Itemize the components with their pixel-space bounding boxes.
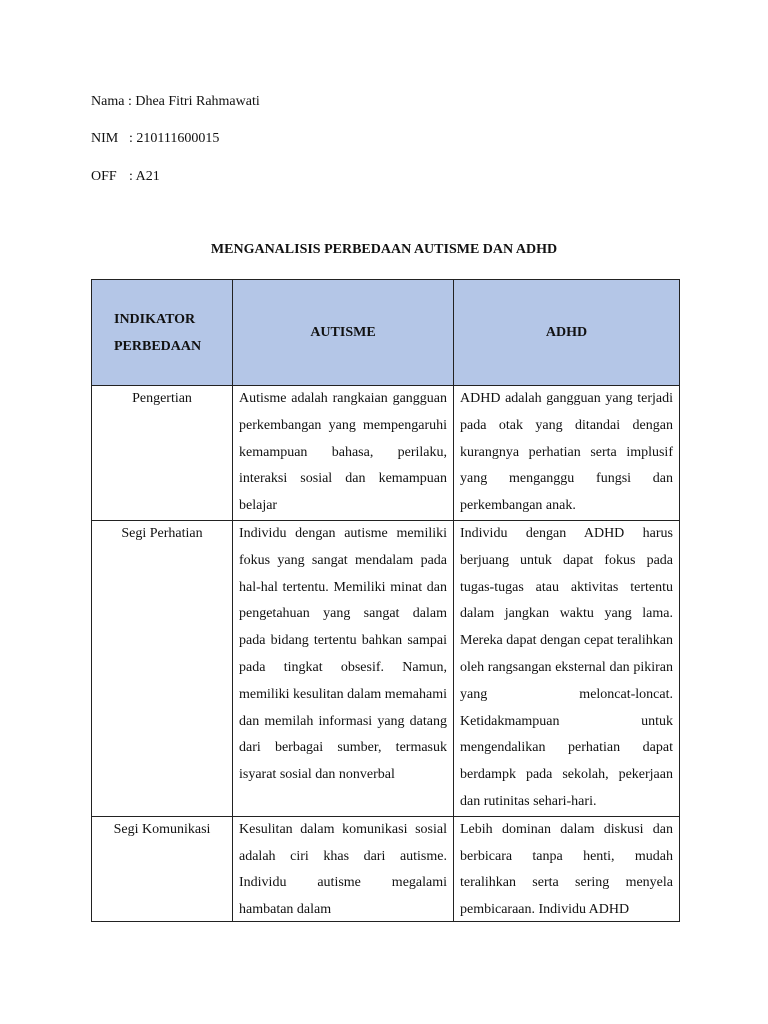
indicator-cell: Segi Komunikasi [92,816,233,921]
table-header-row [92,280,680,386]
comparison-table [91,279,680,922]
nim-label: NIM [91,131,119,146]
autisme-cell [233,816,454,921]
name-label: Nama [91,94,125,109]
student-name-line: Nama : Dhea Fitri Rahmawati [91,94,260,109]
nim-value: 210111600015 [136,131,220,146]
table-row [92,520,680,816]
name-value: Dhea Fitri Rahmawati [135,94,260,109]
header-autisme: AUTISME [233,280,454,386]
adhd-cell: Individu dengan ADHD harus berjuang untuk dapat fokus pada tugas-tugas atau aktivitas tertentu dalam jangkan waktu yang lama. Mereka dapat dengan cepat teralihkan oleh rangsangan eksternal dan pikiran yang meloncat-loncat. Ketidakmampuan untuk mengendalikan perhatian dapat berdampk pada sekolah, pekerjaan dan rutinitas sehari-hari. [454,520,680,816]
off-value: A21 [135,169,160,184]
header-indikator: INDIKATOR PERBEDAAN [92,280,233,386]
adhd-cell: ADHD adalah gangguan yang terjadi pada otak yang ditandai dengan kurangnya perhatian serta implusif yang menganggu fungsi dan perkembangan anak. [454,386,680,521]
table-row [92,816,680,921]
table-row [92,386,680,521]
indicator-cell: Segi Perhatian [92,520,233,816]
adhd-cell [454,816,680,921]
autisme-cell: Autisme adalah rangkaian gangguan perkembangan yang mempengaruhi kemampuan bahasa, perilaku, interaksi sosial dan kemampuan belajar [233,386,454,521]
off-label: OFF [91,169,117,184]
indicator-cell: Pengertian [92,386,233,521]
adhd-cell-text: Lebih dominan dalam diskusi dan berbicara tanpa henti, mudah teralihkan serta sering menyela pembicaraan. Individu ADHD [460,821,673,918]
student-nim-line: NIM : 210111600015 [91,131,220,146]
class-offering-line: OFF : A21 [91,169,160,184]
document-title: MENGANALISIS PERBEDAAN AUTISME DAN ADHD [210,242,558,257]
header-adhd: ADHD [454,280,680,386]
autisme-cell-text: Kesulitan dalam komunikasi sosial adalah ciri khas dari autisme. Individu autisme megalami hambatan dalam [239,821,447,918]
autisme-cell: Individu dengan autisme memiliki fokus yang sangat mendalam pada hal-hal tertentu. Memiliki minat dan pengetahuan yang sangat dalam pada bidang tertentu bahkan sampai pada tingkat obsesif. Namun, memiliki kesulitan dalam memahami dan memilah informasi yang datang dari berbagai sumber, termasuk isyarat sosial dan nonverbal [233,520,454,816]
